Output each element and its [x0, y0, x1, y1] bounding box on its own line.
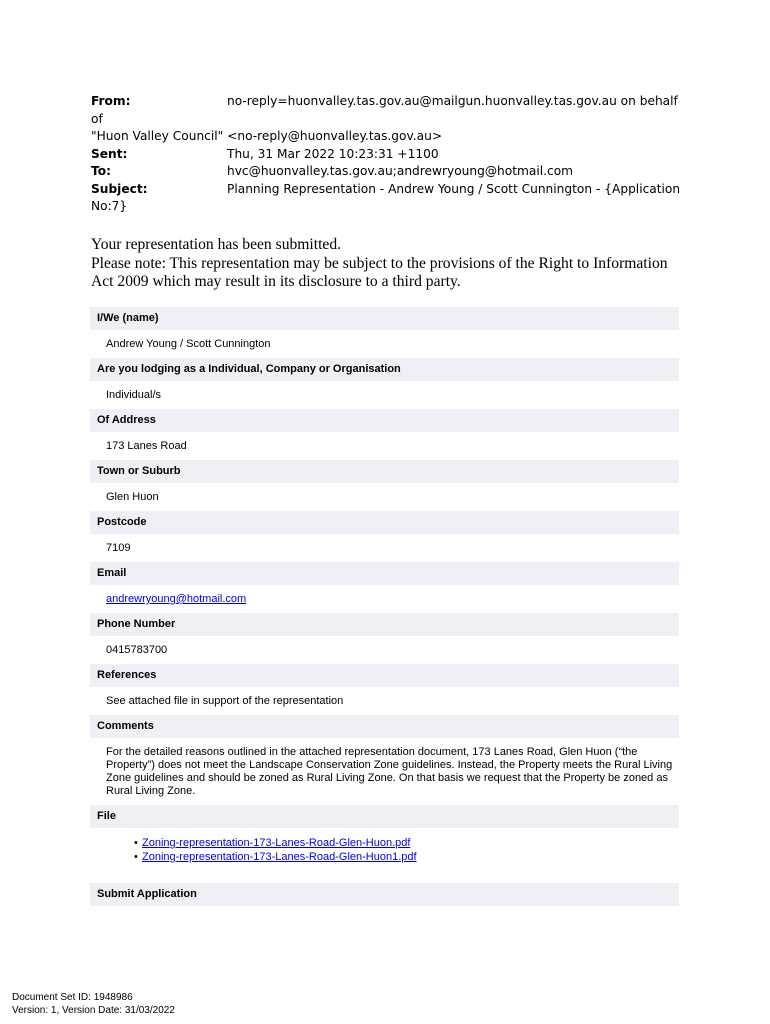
list-item	[90, 850, 679, 864]
subject-label: Subject:	[91, 181, 148, 196]
submitted-message: Your representation has been submitted.	[91, 236, 342, 253]
lodging-question: Are you lodging as a Individual, Company or Organisation	[90, 358, 679, 381]
file-link[interactable]: Zoning-representation-173-Lanes-Road-Glen-Huon1.pdf	[142, 851, 417, 863]
subject-row-continued	[91, 198, 681, 216]
rti-notice: Please note: This representation may be subject to the provisions of the Right to Information Act 2009 which may result in its disclosure to a third party.	[91, 254, 668, 290]
sent-row	[91, 146, 681, 164]
document-set-id: Document Set ID: 1948986	[12, 992, 133, 1003]
from-row-continued	[91, 128, 681, 146]
to-label: To:	[91, 164, 111, 178]
submit-application-row: Submit Application	[90, 883, 679, 906]
name-question: I/We (name)	[90, 307, 679, 330]
subject-row	[91, 181, 681, 199]
references-answer: See attached file in support of the representation	[106, 695, 344, 707]
sent-value: Thu, 31 Mar 2022 10:23:31 +1100	[227, 146, 439, 161]
postcode-question: Postcode	[90, 511, 679, 534]
from-row	[91, 93, 681, 128]
sent-label: Sent:	[91, 146, 128, 161]
to-row	[91, 163, 681, 181]
document-footer	[12, 992, 175, 1017]
comments-question: Comments	[90, 715, 679, 738]
email-header	[91, 93, 681, 216]
file-question: File	[90, 805, 679, 828]
postcode-answer: 7109	[106, 542, 131, 554]
file-link[interactable]: Zoning-representation-173-Lanes-Road-Glen-Huon.pdf	[142, 837, 411, 849]
address-question: Of Address	[90, 409, 679, 432]
email-question: Email	[90, 562, 679, 585]
subject-value-continued: No:7}	[91, 199, 128, 213]
town-answer: Glen Huon	[106, 491, 159, 503]
to-value: hvc@huonvalley.tas.gov.au;andrewryoung@hotmail.com	[227, 164, 574, 178]
address-answer: 173 Lanes Road	[106, 440, 187, 452]
subject-value: Planning Representation - Andrew Young / Scott Cunnington - {Application	[227, 181, 681, 196]
email-link[interactable]: andrewryoung@hotmail.com	[106, 593, 247, 605]
representation-form	[90, 307, 679, 906]
town-question: Town or Suburb	[90, 460, 679, 483]
intro-message	[91, 236, 691, 292]
lodging-answer: Individual/s	[106, 389, 162, 401]
file-list	[90, 828, 679, 873]
email-answer	[90, 585, 679, 613]
from-label: From:	[91, 94, 131, 108]
phone-question: Phone Number	[90, 613, 679, 636]
references-question: References	[90, 664, 679, 687]
comments-answer: For the detailed reasons outlined in the attached representation document, 173 Lanes Road, Glen Huon (“the Property”) does not meet the Landscape Conservation Zone guidelines. Instead, the Property meets the Rural Living Zone guidelines and should be zoned as Rural Living Zone. On that basis we request that the Property be zoned as Rural Living Zone.	[106, 746, 673, 797]
phone-answer: 0415783700	[106, 644, 168, 656]
version-info: Version: 1, Version Date: 31/03/2022	[12, 1004, 175, 1016]
from-value: no-reply=huonvalley.tas.gov.au@mailgun.huonvalley.tas.gov.au on behalf of	[91, 94, 678, 126]
from-value-continued: "Huon Valley Council" <no-reply@huonvalley.tas.gov.au>	[91, 129, 443, 143]
list-item	[90, 836, 679, 850]
name-answer: Andrew Young / Scott Cunnington	[106, 338, 271, 350]
